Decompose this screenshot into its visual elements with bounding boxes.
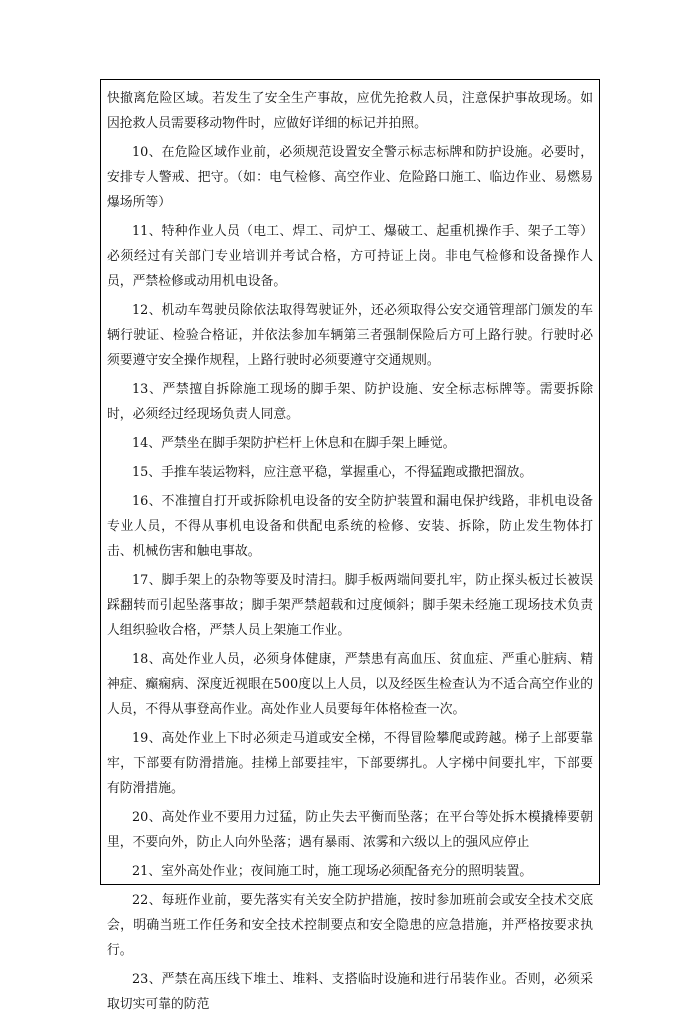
document-body	[107, 86, 593, 1021]
paragraph-item-15: 15、手推车装运物料，应注意平稳，掌握重心，不得猛跑或撒把溜放。	[132, 465, 533, 480]
paragraph-item-23: 23、严禁在高压线下堆土、堆料、支搭临时设施和进行吊装作业。否则，必须采取切实可靠的防范	[107, 972, 593, 1012]
paragraph-item-16: 16、不准擅自打开或拆除机电设备的安全防护装置和漏电保护线路，非机电设备专业人员，不得从事机电设备和供配电系统的检修、安装、拆除，防止发生物体打击、机械伤害和触电事故。	[107, 494, 593, 559]
paragraph-item-17: 17、脚手架上的杂物等要及时清扫。脚手板两端间要扎牢，防止探头板过长被误踩翻转而引起坠落事故；脚手架严禁超载和过度倾斜；脚手架未经施工现场技术负责人组织验收合格，严禁人员上架施工作业。	[107, 573, 593, 638]
page-frame	[100, 79, 600, 1012]
paragraph-item-18: 18、高处作业人员，必须身体健康，严禁患有高血压、贫血症、严重心脏病、精神症、癫痫病、深度近视眼在500度以上人员，以及经医生检查认为不适合高空作业的人员，不得从事登高作业。高处作业人员要每年体格检查一次。	[107, 652, 593, 717]
paragraph-item-22: 22、每班作业前，要先落实有关安全防护措施，按时参加班前会或安全技术交底会，明确当班工作任务和安全技术控制要点和安全隐患的应急措施，并严格按要求执行。	[107, 893, 593, 958]
paragraph-item-10: 10、在危险区域作业前，必须规范设置安全警示标志标牌和防护设施。必要时，安排专人警戒、把守。（如：电气检修、高空作业、危险路口施工、临边作业、易燃易爆场所等）	[107, 145, 593, 210]
paragraph-item-20: 20、高处作业不要用力过猛，防止失去平衡而坠落；在平台等处拆木模撬棒要朝里，不要向外，防止人向外坠落；遇有暴雨、浓雾和六级以上的强风应停止	[107, 810, 593, 850]
paragraph-item-21: 21、室外高处作业；夜间施工时，施工现场必须配备充分的照明装置。	[132, 864, 533, 879]
paragraph-item-14: 14、严禁坐在脚手架防护栏杆上休息和在脚手架上睡觉。	[132, 436, 456, 451]
paragraph-item-12: 12、机动车驾驶员除依法取得驾驶证外，还必须取得公安交通管理部门颁发的车辆行驶证、检验合格证，并依法参加车辆第三者强制保险后方可上路行驶。行驶时必须要遵守安全操作规程，上路行驶时必须要遵守交通规则。	[107, 303, 593, 368]
paragraph-item-19: 19、高处作业上下时必须走马道或安全梯，不得冒险攀爬或跨越。梯子上部要靠牢，下部要有防滑措施。挂梯上部要挂牢，下部要绑扎。人字梯中间要扎牢，下部要有防滑措施。	[107, 731, 593, 796]
paragraph-item-13: 13、严禁擅自拆除施工现场的脚手架、防护设施、安全标志标牌等。需要拆除时，必须经过经现场负责人同意。	[107, 382, 593, 422]
paragraph-item-11: 11、特种作业人员（电工、焊工、司炉工、爆破工、起重机操作手、架子工等）必须经过有关部门专业培训并考试合格，方可持证上岗。非电气检修和设备操作人员，严禁检修或动用机电设备。	[107, 224, 593, 289]
paragraph-continuation: 快撤离危险区域。若发生了安全生产事故，应优先抢救人员，注意保护事故现场。如因抢救人员需要移动物件时，应做好详细的标记并拍照。	[107, 91, 593, 131]
